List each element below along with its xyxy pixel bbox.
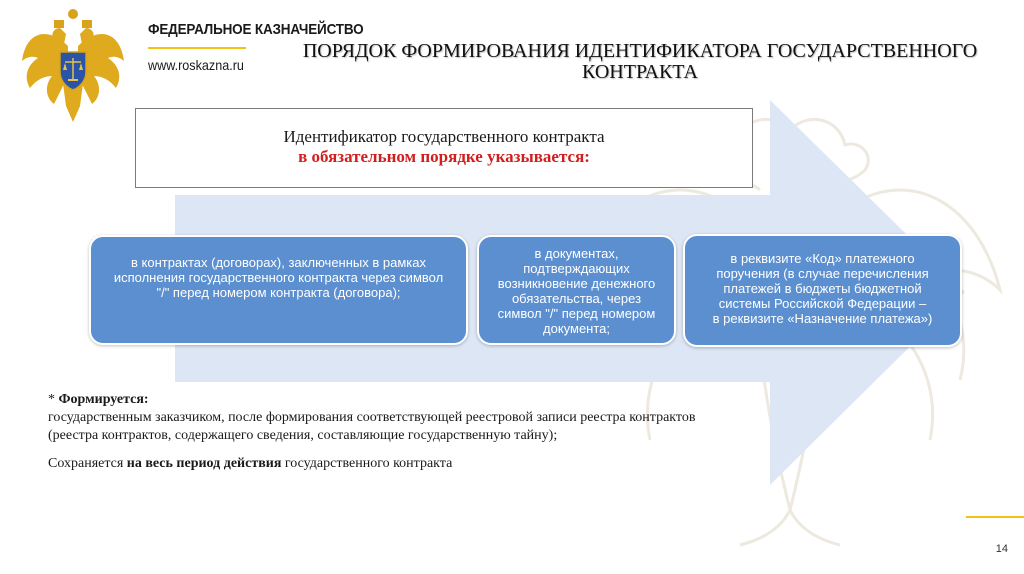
card-payment-order [683,234,962,347]
footnote-star: * [48,392,59,407]
card-documents [477,235,676,345]
identifier-box [135,108,753,188]
identifier-box-heading: Идентификатор государственного контракта [283,127,605,146]
footer-divider [966,516,1024,518]
card-documents-text: в документах, подтверждающих возникновение денежного обязательства, через символ "/" перед номером документа; [497,246,656,336]
org-url-link[interactable]: www.roskazna.ru [148,57,244,73]
footnote-retention-bold: на весь период действия [126,456,282,471]
card-contracts-text: в контрактах (договорах), заключенных в рамках исполнения государственного контракта через символ "/" перед номером контракта (договора); [113,255,444,300]
footnote-retention-suffix: государственного контракта [281,456,453,471]
footnote [48,391,708,473]
org-name: ФЕДЕРАЛЬНОЕ КАЗНАЧЕЙСТВО [148,21,364,38]
footnote-body: государственным заказчиком, после формирования соответствующей реестровой записи реестра контрактов (реестра контрактов, содержащего сведения, составляющие государственную тайну); [48,410,696,443]
page-number: 14 [995,543,1008,555]
card-contracts [89,235,468,345]
double-headed-eagle-emblem-icon [18,6,128,126]
header-divider [148,47,246,49]
identifier-box-required: в обязательном порядке указывается: [298,147,590,166]
footnote-heading: Формируется: [58,392,149,407]
slide-title: ПОРЯДОК ФОРМИРОВАНИЯ ИДЕНТИФИКАТОРА ГОСУДАРСТВЕННОГО КОНТРАКТА [302,40,978,83]
card-payment-order-text: в реквизите «Код» платежного поручения (в случае перечисления платежей в бюджеты бюджетной системы Российской Федерации – в реквизите «Назначение платежа») [712,251,933,326]
footnote-retention-prefix: Сохраняется [48,456,127,471]
footnote-retention [48,455,708,473]
